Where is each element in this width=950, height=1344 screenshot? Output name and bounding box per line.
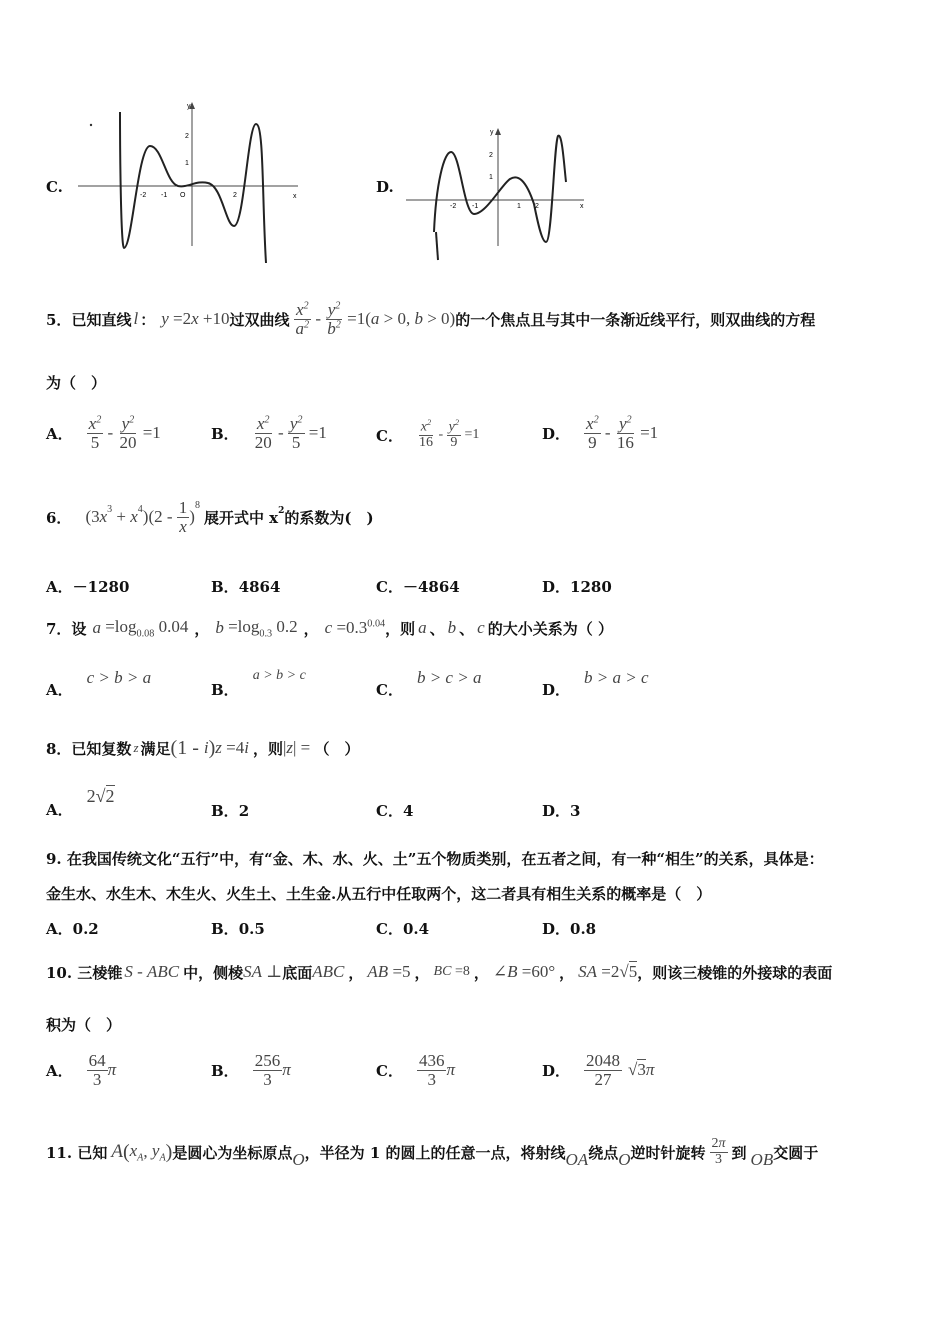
svg-text:-1: -1 [161, 192, 168, 199]
q9-option-b[interactable]: B．0.5 [211, 920, 265, 938]
q6-option-b[interactable]: B．4864 [211, 578, 281, 596]
question-9-line1: 9. 在我国传统文化“五行”中，有“金、木、水、火、土”五个物质类别，在五者之间，有一种“相生”的关系，具体是： [46, 850, 824, 868]
svg-text:1: 1 [489, 174, 493, 181]
q9-option-d[interactable]: D．0.8 [542, 920, 597, 938]
svg-text:O: O [180, 192, 186, 199]
q7-option-c[interactable]: C． b > c > a [376, 668, 482, 699]
question-8: 8．已知复数 z 满足 (1 - i ) z =4 i ，则 | z | = （ ） [46, 736, 360, 759]
svg-text:1: 1 [185, 160, 189, 167]
q7-option-d[interactable]: D． b > a > c [542, 668, 649, 699]
q10-option-b[interactable]: B． $\frac{256}{3}$ π [211, 1050, 291, 1089]
svg-text:1: 1 [517, 203, 521, 210]
q7-option-a[interactable]: A． c > b > a [46, 668, 152, 699]
graph-c [76, 98, 308, 268]
q10-option-c[interactable]: C． $\frac{436}{3}$ π [376, 1050, 455, 1089]
q8-option-a[interactable]: A． 2√2 [46, 786, 115, 819]
q8-option-b[interactable]: B．2 [211, 802, 250, 820]
question-7: 7．设 a $=\log_{0.08}$ 0.04 ， b $=\log_{0.3}$ 0.2 ， c $=0.3^{0.04}$ ，则 a 、 b 、 c 的大小关系为（ ） [46, 616, 613, 640]
svg-text:2: 2 [535, 203, 539, 210]
svg-text:y: y [187, 103, 191, 110]
option-c-label: C. [46, 178, 63, 196]
svg-text:2: 2 [489, 152, 493, 159]
svg-text:x: x [293, 193, 297, 200]
question-9-line2: 金生水、水生木、木生火、火生土、土生金.从五行中任取两个，这二者具有相生关系的概率是（ ） [46, 885, 712, 903]
q5-option-a[interactable]: A． $\frac{x^2}{5}$ - $\frac{y^2}{20}$ =1 [46, 413, 161, 452]
question-5: 5． 已知直线 l ： y =2 x +10 过双曲线 $\frac{x^2}{a^2}$ - $\frac{y^2}{b^2}$ =1( a > 0, b > 0) 的一个焦点且与其中一条渐近线平行，则双曲线的方程 [46, 299, 816, 338]
q10-option-a[interactable]: A． $\frac{64}{3}$ π [46, 1050, 117, 1089]
q9-option-a[interactable]: A．0.2 [46, 920, 99, 938]
svg-text:-1: -1 [472, 203, 479, 210]
q8-option-d[interactable]: D．3 [542, 802, 581, 820]
q10-option-d[interactable]: D． $\frac{2048}{27}$ √3 π [542, 1050, 655, 1089]
svg-text:y: y [490, 129, 494, 136]
svg-text:-2: -2 [450, 203, 457, 210]
question-10: 10. 三棱锥 S - ABC 中，侧棱 SA ⊥ 底面 ABC ， AB =5 ， BC =8 ， ∠ B =60° ， SA =2√5 ，则该三棱锥的外接球的表面 [46, 962, 833, 982]
question-6: 6． (3 x $^3$ + x $^4$ )(2 - $\frac{1}{x}$ ) $^8$ 展开式中 x $^2$ 的系数为( ) [46, 497, 374, 536]
question-11: 11. 已知 A ( $x_A$ , $y_A$ ) 是圆心为坐标原点 O ，半径为 1 的圆上的任意一点，将射线 OA 绕点 O 逆时针旋转 $\frac{2\pi}{3}$ 到 OB 交圆于 [46, 1135, 819, 1169]
svg-text:x: x [580, 203, 584, 210]
q7-option-b[interactable]: B． a > b > c [211, 668, 306, 699]
question-5-tail: 为（ ） [46, 374, 107, 392]
q6-option-d[interactable]: D．1280 [542, 578, 612, 596]
q9-option-c[interactable]: C．0.4 [376, 920, 430, 938]
q5-option-c[interactable]: C． $\frac{x^2}{16}$ - $\frac{y^2}{9}$ =1 [376, 417, 480, 451]
svg-text:-2: -2 [140, 192, 147, 199]
q8-option-c[interactable]: C．4 [376, 802, 414, 820]
graph-d [404, 124, 590, 264]
svg-text:2: 2 [233, 192, 237, 199]
q6-option-c[interactable]: C．－4864 [376, 578, 460, 596]
question-10-tail: 积为（ ） [46, 1016, 122, 1034]
q5-option-d[interactable]: D． $\frac{x^2}{9}$ - $\frac{y^2}{16}$ =1 [542, 413, 659, 452]
q6-option-a[interactable]: A．－1280 [46, 578, 130, 596]
option-d-label: D. [376, 178, 394, 196]
q5-option-b[interactable]: B． $\frac{x^2}{20}$ - $\frac{y^2}{5}$ =1 [211, 413, 327, 452]
svg-text:2: 2 [185, 133, 189, 140]
